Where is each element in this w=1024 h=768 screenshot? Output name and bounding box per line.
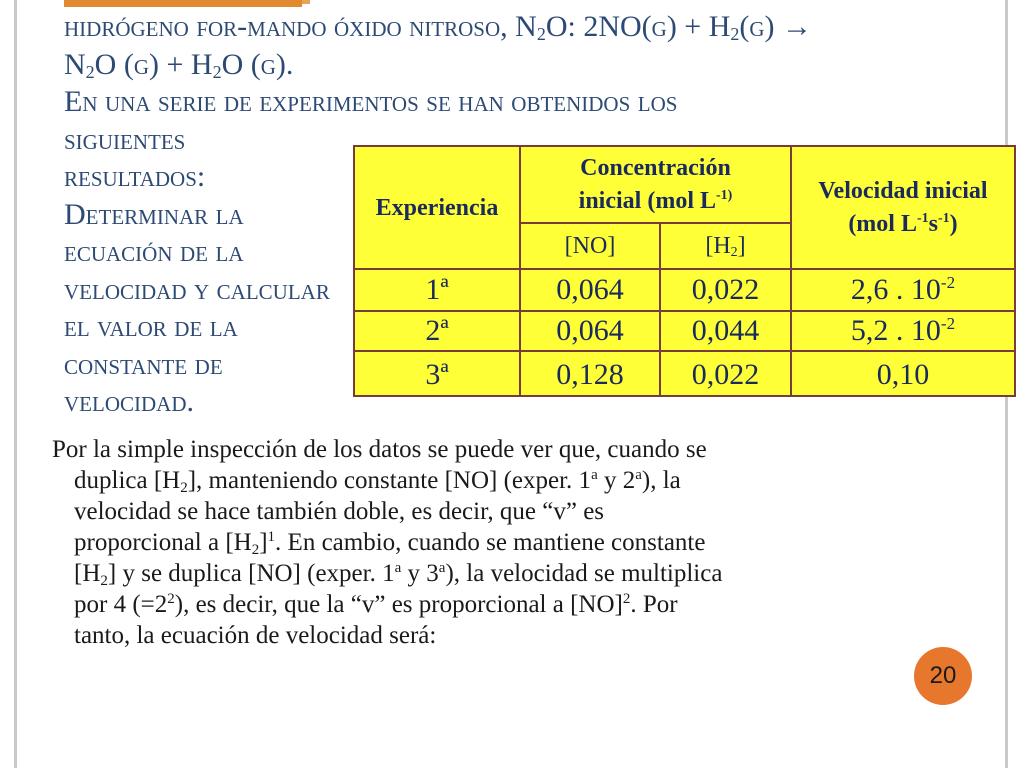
heading-line-11: velocidad. (64, 385, 194, 418)
frame-left-border (14, 0, 17, 768)
row1-no: 0,064 (556, 273, 624, 306)
accent-bar (64, 0, 302, 7)
row3-no: 0,128 (556, 357, 624, 391)
header-experiencia: Experiencia (375, 194, 499, 221)
header-concentracion: Concentración inicial (mol $L^{-1)}$ (578, 155, 733, 214)
page-number-badge: 20 (914, 647, 972, 705)
body-line-6: por 4 $(=2^2)$, es decir, que la “v” es proporcional a [NO]$^2$. Por (74, 591, 678, 618)
heading-line-2: $N_2O$ $(g) + H_2O$ (g). (64, 47, 294, 82)
body-line-4: proporcional a $[H_2]^1$. En cambio, cuando se mantiene constante (74, 529, 706, 558)
row2-h2: 0,044 (691, 314, 760, 347)
row1-exp: 1ª (425, 273, 449, 306)
row1-h2: 0,022 (691, 273, 760, 306)
row3-velocity: 0,10 (876, 357, 930, 391)
heading-line-4: siguientes (64, 122, 186, 156)
body-line-2: duplica $[H_2]$, manteniendo constante [NO] (exper. 1$^a$ y 2$^a$), la (74, 467, 681, 496)
heading-line-9: el valor de la (64, 310, 238, 343)
body-line-7: tanto, la ecuación de velocidad será: (74, 622, 437, 649)
heading-line-5: resultados: (64, 160, 206, 193)
header-h2: [H2] (705, 233, 746, 260)
accent-tick (302, 0, 310, 4)
row1-velocity: 2,6 . $10^{-2}$ (850, 273, 956, 306)
row3-h2: 0,022 (691, 357, 760, 391)
heading-line-8: velocidad y calcular (64, 272, 330, 306)
explanation-paragraph (52, 434, 1002, 651)
heading-line-10: constante de (64, 347, 223, 381)
body-line-5: $[H_2]$ y se duplica [NO] (exper. 1$^a$ y 3$^a$), la velocidad se multiplica (74, 560, 723, 589)
heading-line-1: hidrógeno for-mando óxido nitroso, $N_2O$: $2NO(g) + H_2(g)$ → (64, 10, 813, 44)
heading-line-7: ecuación de la (64, 235, 244, 268)
row2-velocity: 5,2 . $10^{-2}$ (850, 314, 956, 347)
body-line-3: velocidad se hace también doble, es decir, que “v” es (74, 498, 605, 525)
header-no: [NO] (564, 233, 616, 259)
row2-no: 0,064 (556, 314, 624, 347)
heading-line-6: Determinar la (64, 197, 244, 231)
row3-exp: 3ª (425, 357, 449, 391)
heading-line-3: En una serie de experimentos se han obtenidos los (64, 85, 678, 118)
body-line-1: Por la simple inspección de los datos se puede ver que, cuando se (52, 436, 707, 463)
row2-exp: 2ª (425, 314, 449, 347)
header-velocidad: Velocidad inicial (mol $L^{-1}s^{-1}$) (818, 178, 988, 237)
experiment-table (353, 145, 1016, 397)
